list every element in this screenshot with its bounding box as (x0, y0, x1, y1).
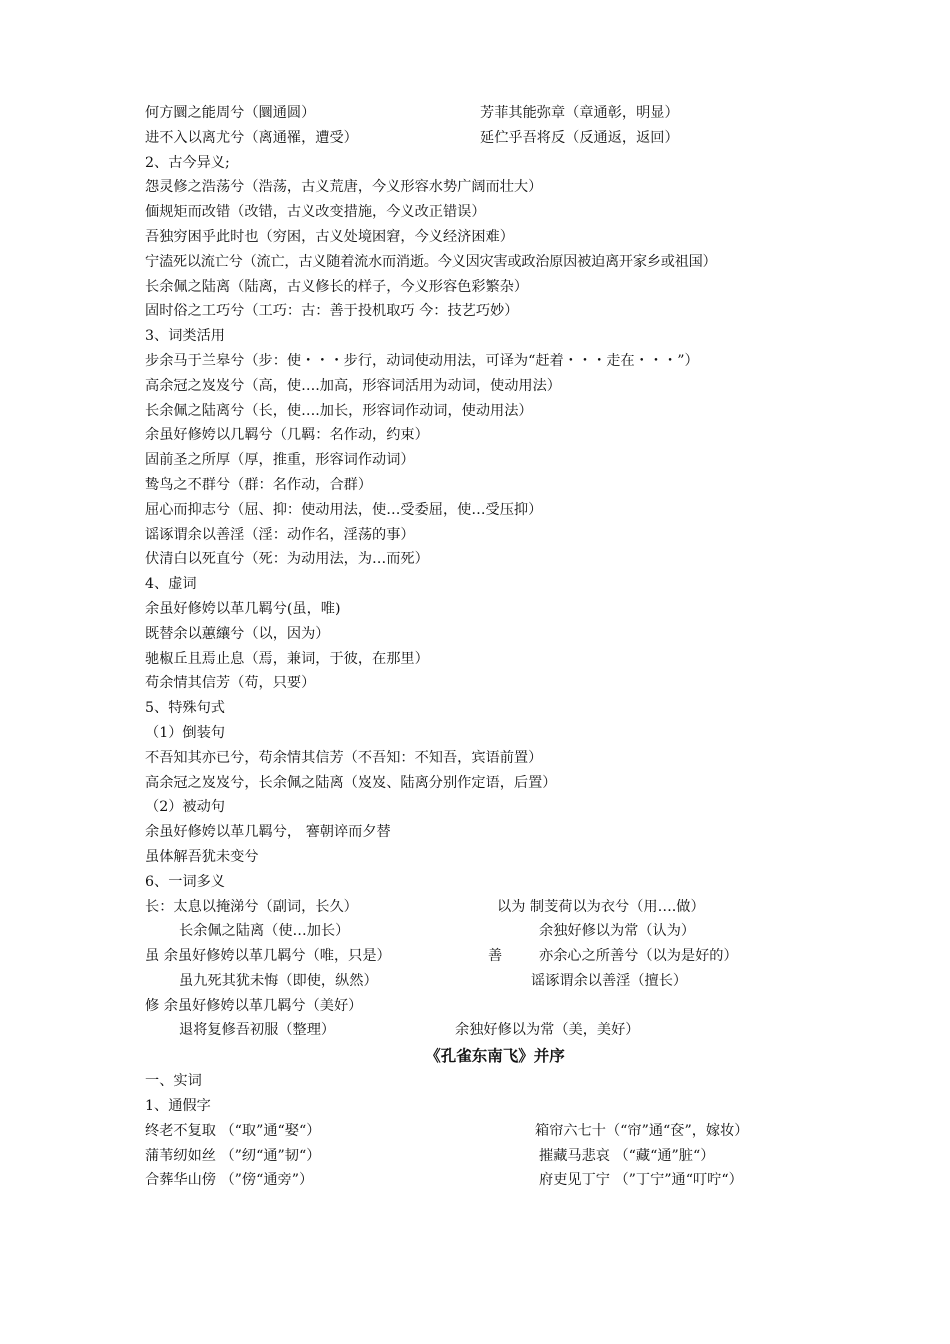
section-heading: 6、一词多义 (145, 873, 225, 890)
text-col1: 退将复修吾初服（整理） (179, 1022, 336, 1039)
text-col1: 合葬华山傍 （”傍“通旁”） (145, 1172, 314, 1189)
text-line (145, 1119, 845, 1144)
text-line (145, 101, 845, 126)
text-line: 高余冠之岌岌兮（高，使….加高，形容词活用为动词，使动用法） (145, 377, 561, 394)
text-line (145, 895, 845, 920)
section-heading: 一、实词 (145, 1073, 202, 1090)
sub-heading: 1、通假字 (145, 1098, 211, 1115)
text-col2: 谣诼谓余以善淫（擅长） (531, 972, 688, 989)
section-heading: 3、词类活用 (145, 328, 225, 345)
section-heading: 5、特殊句式 (145, 700, 225, 717)
text-line (145, 944, 845, 969)
section-title: 《孔雀东南飞》并序 (425, 1046, 565, 1066)
text-line: 修 余虽好修姱以革几羁兮（美好） (145, 997, 363, 1014)
text-line (145, 1144, 845, 1169)
text-line (145, 919, 845, 944)
text-col1: 长：太息以掩涕兮（副词，长久） (145, 898, 358, 915)
text-line: 虽体解吾犹未变兮 (145, 848, 259, 865)
text-col2: 箱帘六七十（“帘”通“奁”，嫁妆） (535, 1122, 749, 1139)
section-heading: 4、虚词 (145, 576, 197, 593)
text-line (145, 969, 845, 994)
text-line: 长余佩之陆离兮（长，使….加长，形容词作动词，使动用法） (145, 402, 533, 419)
text-line: 宁溘死以流亡兮（流亡，古义随着流水而消逝。今义因灾害或政治原因被迫离开家乡或祖国） (145, 253, 717, 270)
text-line: 余虽好修姱以几羁兮（几羁：名作动，约束） (145, 427, 429, 444)
text-line: 鸷鸟之不群兮（群：名作动，合群） (145, 476, 373, 493)
text-line: 固时俗之工巧兮（工巧：古：善于投机取巧 今：技艺巧妙） (145, 303, 519, 320)
text-col1: 虽九死其犹未悔（即使，纵然） (179, 972, 378, 989)
text-line: 长余佩之陆离（陆离，古义修长的样子，今义形容色彩繁杂） (145, 278, 529, 295)
sub-heading: （2）被动句 (145, 799, 225, 816)
text-col3: 亦余心之所善兮（以为是好的） (539, 948, 738, 965)
text-line: 屈心而抑志兮（屈、抑：使动用法，使…受委屈，使…受压抑） (145, 501, 543, 518)
text-line: 苟余情其信芳（苟，只要） (145, 675, 316, 692)
section-heading: 2、古今异义; (145, 154, 230, 171)
text-line: 伏清白以死直兮（死：为动用法，为…而死） (145, 551, 429, 568)
text-col1: 虽 余虽好修姱以革几羁兮（唯，只是） (145, 948, 391, 965)
text-col2: 余独好修以为常（美，美好） (455, 1022, 640, 1039)
text-col2: 善 (488, 948, 503, 965)
text-line (145, 126, 845, 151)
text-line: 谣诼谓余以善淫（淫：动作名，淫荡的事） (145, 526, 415, 543)
text-line (145, 1168, 845, 1193)
text-col1: 何方圜之能周兮（圜通圆） (145, 105, 316, 121)
text-col1: 进不入以离尤兮（离通罹，遭受） (145, 129, 358, 146)
text-line: 步余马于兰皋兮（步：使・・・步行，动词使动用法，可译为“赶着・・・走在・・・”） (145, 352, 699, 369)
text-line: 固前圣之所厚（厚，推重，形容词作动词） (145, 452, 415, 469)
text-line: 高余冠之岌岌兮，长余佩之陆离（岌岌、陆离分别作定语，后置） (145, 774, 557, 791)
text-line: 偭规矩而改错（改错，古义改变措施，今义改正错误） (145, 204, 486, 221)
text-col1: 终老不复取 （“取”通“娶“） (145, 1122, 321, 1139)
text-line: 吾独穷困乎此时也（穷困，古义处境困窘，今义经济困难） (145, 228, 514, 245)
text-line: 既替余以蕙纕兮（以，因为） (145, 625, 330, 642)
text-line: 驰椒丘且焉止息（焉，兼词，于彼，在那里） (145, 650, 429, 667)
text-line: 不吾知其亦已兮，苟余情其信芳（不吾知：不知吾，宾语前置） (145, 749, 543, 766)
text-col1: 蒲苇纫如丝 （”纫“通”韧“） (145, 1147, 321, 1164)
text-col2: 以为 制芰荷以为衣兮（用….做） (497, 898, 705, 915)
text-line (145, 1018, 845, 1043)
text-line: 余虽好修姱以革几羁兮， 謇朝谇而夕替 (145, 824, 391, 841)
text-col2: 余独好修以为常（认为） (539, 923, 696, 940)
text-line: 怨灵修之浩荡兮（浩荡，古义荒唐，今义形容水势广阔而壮大） (145, 179, 543, 196)
text-col2: 延伫乎吾将反（反通返，返回） (480, 129, 679, 146)
text-col2: 芳菲其能弥章（章通彰，明显） (480, 105, 679, 121)
text-col1: 长余佩之陆离（使…加长） (179, 923, 350, 940)
text-col2: 摧藏马悲哀 （“藏“通”脏“） (539, 1147, 715, 1164)
document-page (145, 101, 845, 1193)
text-line: 余虽好修姱以革几羁兮(虽，唯) (145, 600, 341, 617)
sub-heading: （1）倒装句 (145, 724, 225, 741)
text-col2: 府吏见丁宁 （”丁宁”通“叮咛“） (539, 1172, 743, 1189)
